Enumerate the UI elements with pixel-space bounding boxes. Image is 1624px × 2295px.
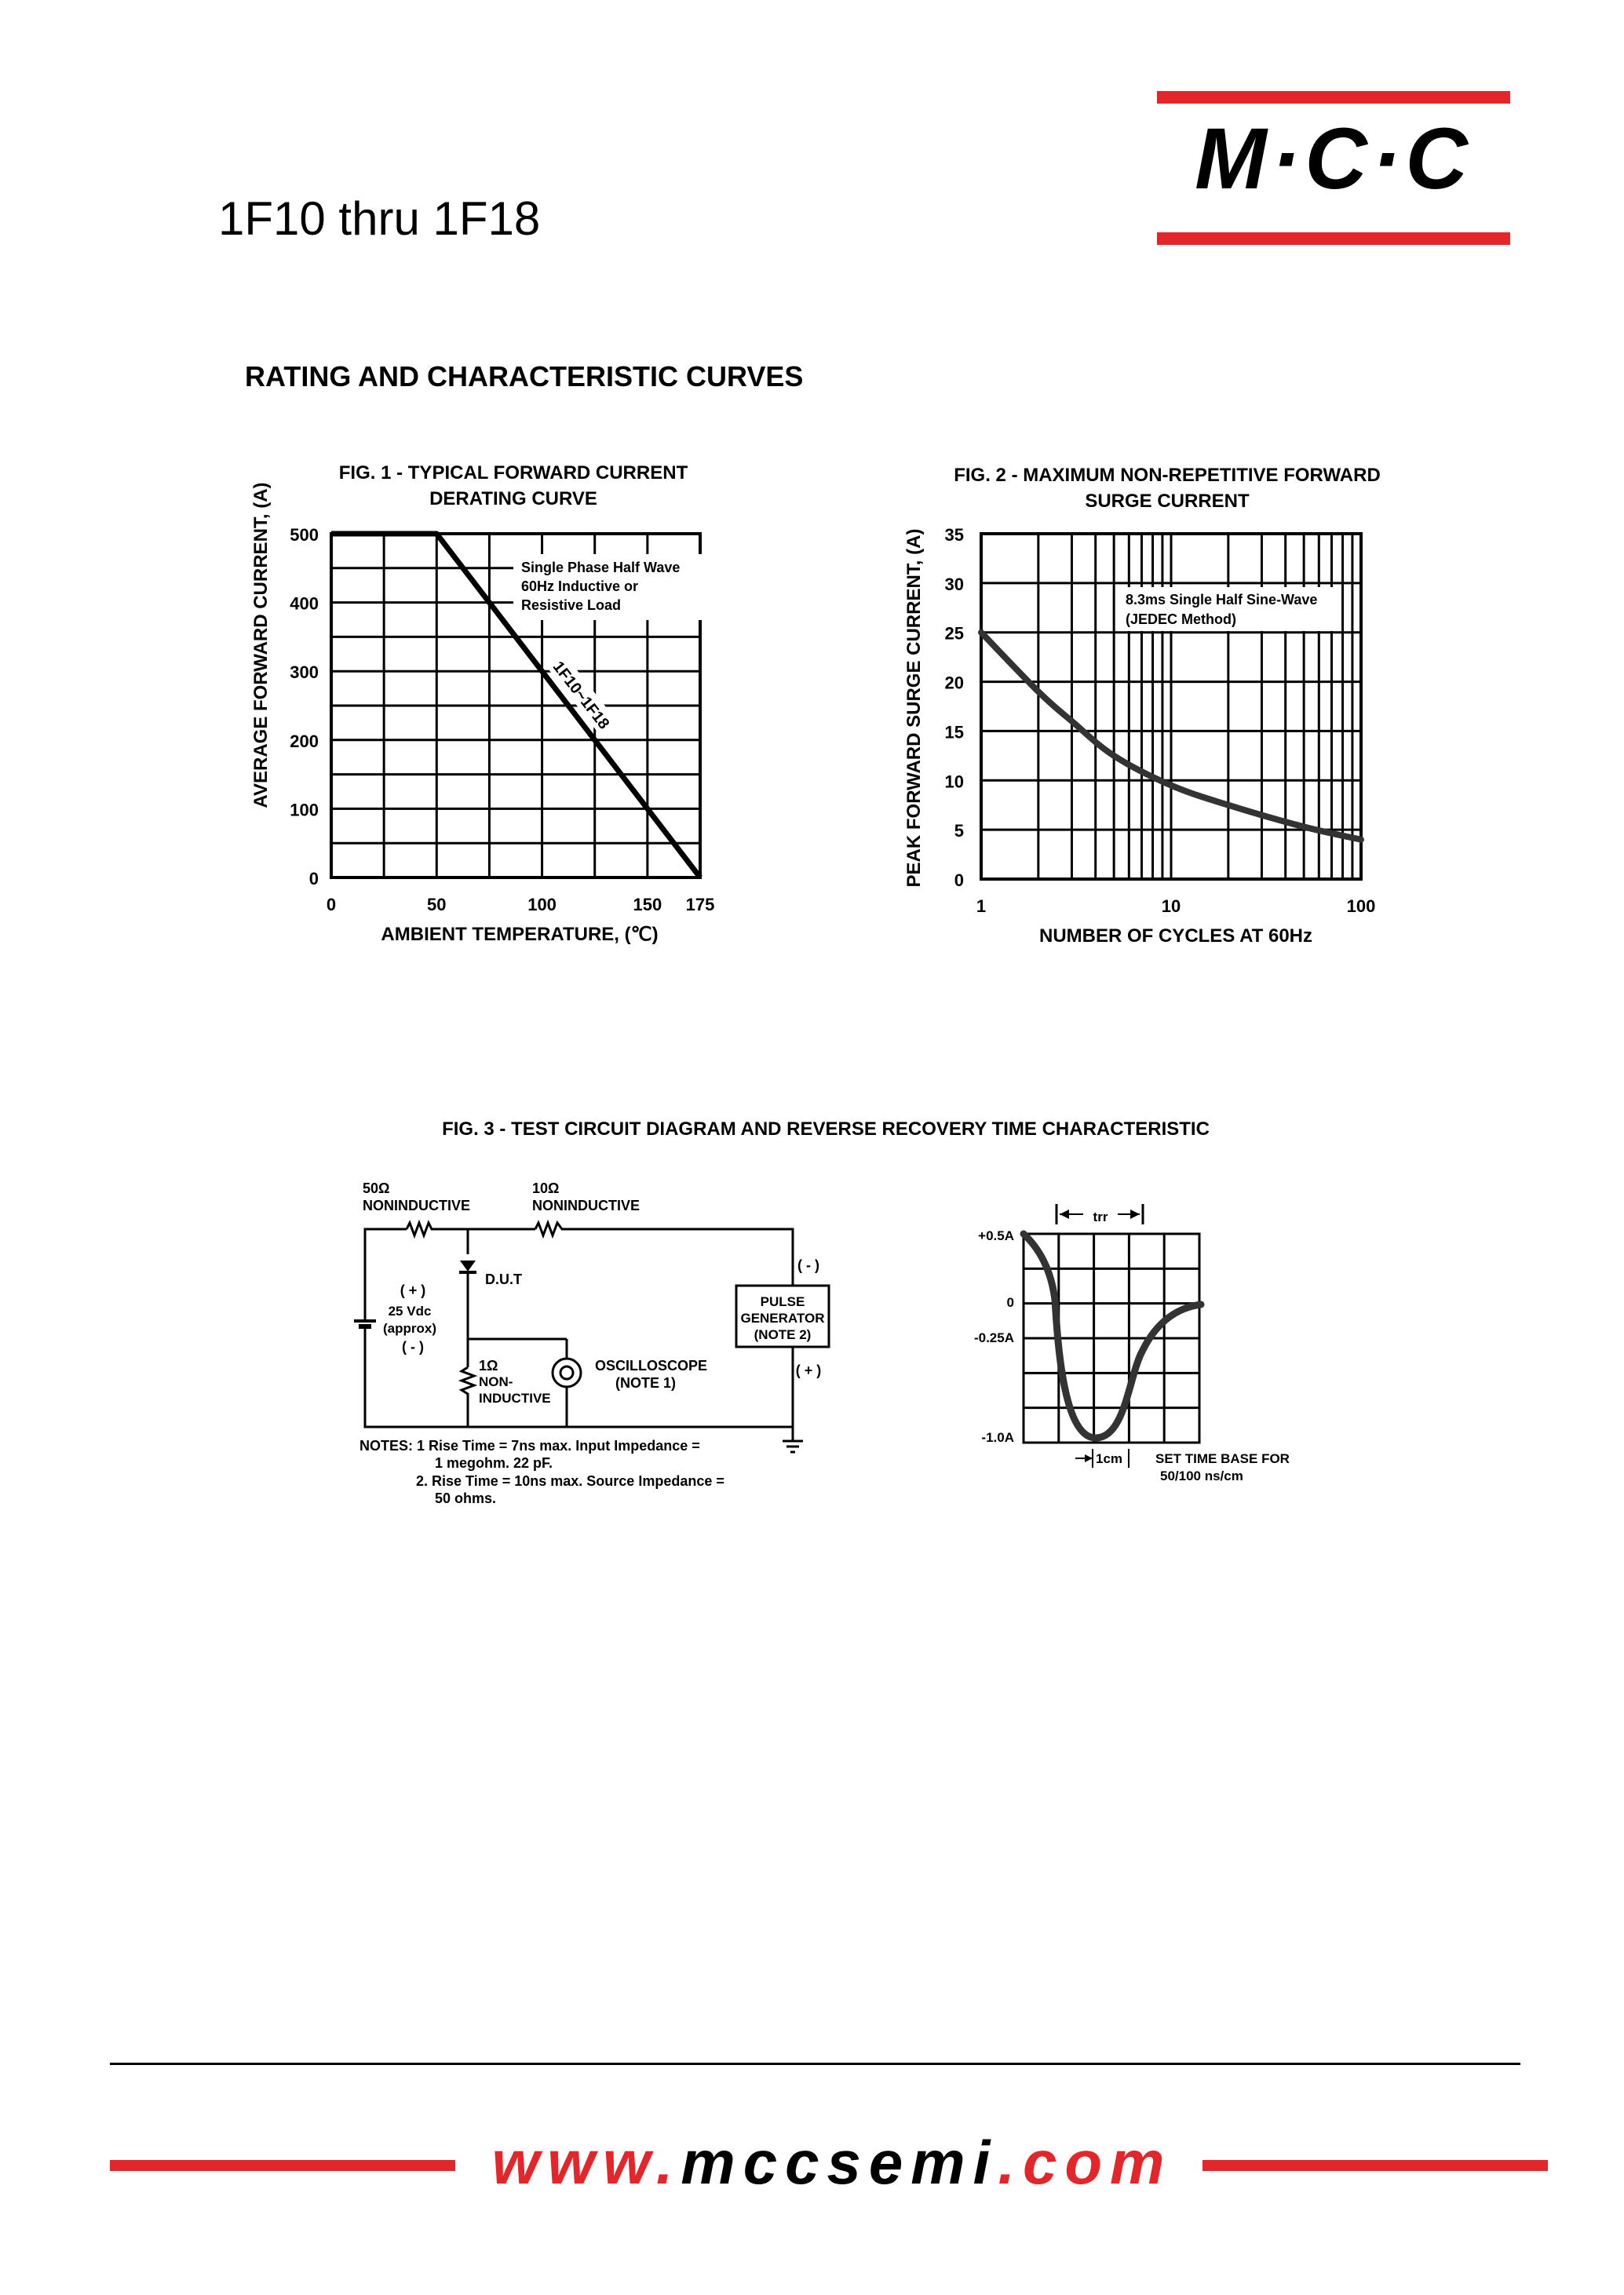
scope-label-2: (NOTE 1) (615, 1375, 677, 1391)
supply-approx: (approx) (383, 1321, 436, 1336)
wave-y-label-1: +0.5A (978, 1228, 1014, 1243)
supply-volts: 25 Vdc (388, 1304, 432, 1319)
dut-label: D.U.T (485, 1272, 522, 1287)
notes-line-4: 50 ohms. (435, 1490, 497, 1506)
supply-minus: ( - ) (402, 1339, 424, 1355)
wave-grid (1024, 1234, 1199, 1443)
footer-website (483, 2119, 1181, 2206)
resistor-50-ohm (407, 1223, 435, 1235)
supply-plus: ( + ) (400, 1282, 426, 1298)
fig2-y-axis-label: PEAK FORWARD SURGE CURRENT, (A) (903, 528, 925, 888)
fig1-x-tick: 150 (633, 895, 662, 914)
fig1-x-tick: 100 (527, 895, 557, 914)
notes-line-2: 1 megohm. 22 pF. (435, 1455, 553, 1471)
notes-line-1: NOTES: 1 Rise Time = 7ns max. Input Impedance = (359, 1438, 700, 1454)
r10-type: NONINDUCTIVE (532, 1198, 640, 1213)
timebase-note-1: SET TIME BASE FOR (1155, 1451, 1290, 1466)
fig1-note-2: 60Hz Inductive or (521, 578, 639, 594)
fig2-y-tick: 25 (944, 623, 964, 644)
fig1-note-1: Single Phase Half Wave (521, 560, 681, 575)
fig1-y-tick: 400 (290, 593, 319, 614)
battery-symbol (354, 1321, 376, 1326)
footer-url-www: www. (491, 2128, 681, 2197)
fig2-y-tick: 30 (944, 574, 964, 594)
pulse-generator-label-3: (NOTE 2) (754, 1327, 812, 1342)
resistor-1-ohm (462, 1367, 474, 1397)
fig1-x-tick: 0 (326, 895, 337, 914)
resistor-10-ohm (535, 1223, 567, 1235)
wave-y-label-4: -1.0A (981, 1430, 1014, 1445)
footer-left-bar (110, 2160, 455, 2171)
fig1-x-tick: 175 (685, 895, 715, 914)
footer-url-tld: .com (998, 2128, 1173, 2197)
fig1-y-tick: 500 (290, 525, 319, 545)
r1-value: 1Ω (479, 1358, 498, 1374)
fig2-y-tick: 10 (944, 772, 964, 792)
footer-right-bar (1202, 2160, 1548, 2171)
trr-arrowhead-left (1060, 1210, 1069, 1219)
fig2-title-1: FIG. 2 - MAXIMUM NON-REPETITIVE FORWARD (954, 465, 1381, 486)
gen-minus: ( - ) (797, 1257, 819, 1273)
recovery-waveform (974, 1204, 1290, 1483)
r10-value: 10Ω (532, 1180, 560, 1196)
notes-line-3: 2. Rise Time = 10ns max. Source Impedance = (416, 1473, 724, 1489)
section-title: RATING AND CHARACTERISTIC CURVES (245, 360, 804, 392)
fig1-y-tick: 100 (290, 800, 319, 820)
r50-value: 50Ω (363, 1180, 390, 1196)
fig2-x-axis-label: NUMBER OF CYCLES AT 60Hz (1038, 925, 1313, 947)
fig1-x-axis-label: AMBIENT TEMPERATURE, (℃) (381, 924, 659, 945)
fig1-y-tick: 0 (308, 869, 319, 888)
pulse-generator-label-1: PULSE (760, 1294, 805, 1309)
fig2-x-tick: 10 (1161, 896, 1181, 916)
fig2-note-1: 8.3ms Single Half Sine-Wave (1126, 592, 1318, 608)
fig1-curve-label: 1F10~1F18 (549, 658, 613, 733)
fig3-title: FIG. 3 - TEST CIRCUIT DIAGRAM AND REVERSE RECOVERY TIME CHARACTERISTIC (442, 1118, 1210, 1140)
page-title: 1F10 thru 1F18 (218, 192, 541, 245)
scope-label-1: OSCILLOSCOPE (595, 1358, 708, 1374)
timebase-note-2: 50/100 ns/cm (1160, 1469, 1243, 1483)
fig2-y-tick: 20 (944, 673, 964, 693)
ground-symbol (783, 1441, 803, 1452)
oscilloscope-symbol (553, 1359, 581, 1387)
trr-label: trr (1093, 1210, 1108, 1224)
fig2-x-tick: 100 (1346, 896, 1376, 916)
fig2-y-tick: 15 (944, 722, 964, 742)
footer-url-domain: mccsemi (681, 2128, 998, 2197)
fig2-y-tick: 35 (944, 525, 964, 545)
trr-arrowhead-right (1130, 1210, 1140, 1219)
fig1-y-tick: 200 (290, 731, 319, 751)
diode-symbol (459, 1261, 476, 1272)
scale-arrowhead (1085, 1454, 1093, 1462)
fig2-x-tick: 1 (976, 896, 987, 916)
footer-divider (110, 2063, 1520, 2065)
brand-logo: M·C·C (1195, 111, 1473, 207)
fig2-note-2: (JEDEC Method) (1126, 611, 1236, 627)
wave-y-label-3: -0.25A (973, 1330, 1014, 1345)
fig1-y-tick: 300 (290, 662, 319, 683)
fig1-title-1: FIG. 1 - TYPICAL FORWARD CURRENT (338, 462, 688, 483)
fig2-y-tick: 0 (954, 870, 964, 890)
fig1-title-2: DERATING CURVE (429, 488, 597, 509)
fig1-x-tick: 50 (427, 895, 447, 914)
fig2-title-2: SURGE CURRENT (1085, 491, 1250, 512)
fig1-note-3: Resistive Load (521, 597, 622, 613)
fig2-y-tick: 5 (954, 821, 964, 841)
r1-type-2: INDUCTIVE (479, 1391, 551, 1406)
fig1-chart (250, 462, 714, 945)
r1-type-1: NON- (479, 1374, 513, 1389)
fig1-y-axis-label: AVERAGE FORWARD CURRENT, (A) (250, 482, 272, 808)
fig3-test-circuit (354, 1118, 1290, 1506)
scale-label: 1cm (1096, 1451, 1123, 1466)
pulse-generator-label-2: GENERATOR (740, 1311, 825, 1326)
gen-plus: ( + ) (795, 1363, 822, 1378)
fig2-chart (903, 465, 1381, 947)
r50-type: NONINDUCTIVE (363, 1198, 471, 1213)
wave-y-label-2: 0 (1006, 1295, 1014, 1310)
